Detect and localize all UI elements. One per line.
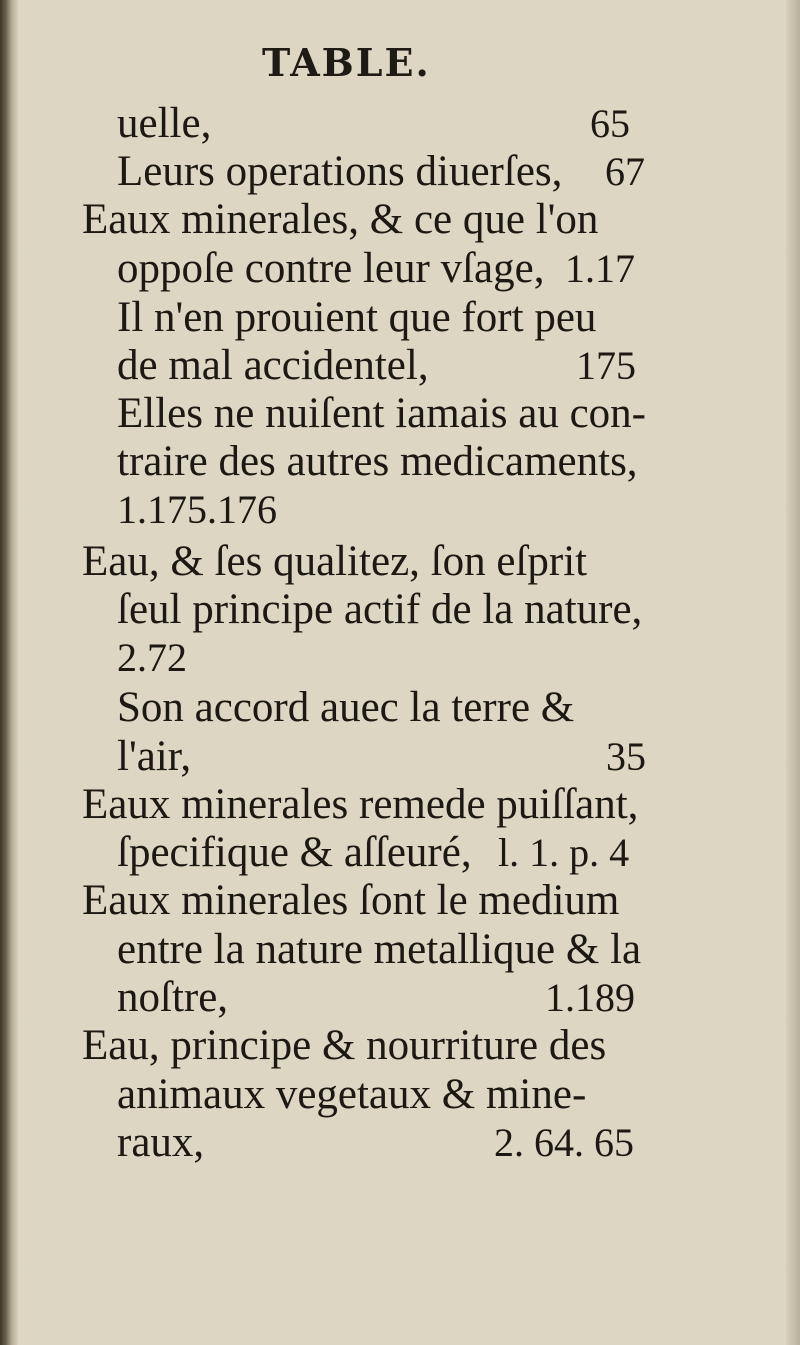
index-line: oppoſe contre leur vſage, [117,245,545,292]
index-line: Eau, & ſes qualitez, ſon eſprit [82,538,588,585]
index-line: de mal accidentel, [117,342,429,389]
page-ref: 67 [605,149,645,194]
page-ref: l. 1. p. 4 [498,830,630,875]
index-line: ſeul principe actif de la nature, [117,586,643,633]
page-ref: 2. 64. 65 [494,1120,634,1165]
page-edge [786,0,800,1345]
index-line: entre la nature metallique & la [117,926,642,973]
index-line: Eaux minerales remede puiſſant, [82,781,639,828]
page-ref: 1.17 [565,246,635,291]
index-line: noſtre, [117,974,229,1021]
index-line: raux, [117,1119,205,1166]
index-line: animaux vegetaux & mine- [117,1071,587,1118]
page-ref: 1.175.176 [117,487,277,532]
page-ref: 2.72 [117,635,187,680]
page-ref: 35 [606,734,646,779]
index-line: l'air, [117,733,192,780]
index-line: Elles ne nuiſent iamais au con- [117,390,646,437]
index-line: traire des autres medicaments, [117,438,638,485]
index-line: uelle, [117,100,212,147]
page-gutter [0,0,18,1345]
page-ref: 65 [590,101,630,146]
index-line: Leurs operations diuerſes, [117,148,563,195]
page-ref: 175 [576,343,636,388]
page-header: TABLE. [262,40,431,85]
index-line: Il n'en prouient que fort peu [117,294,597,341]
index-line: Eaux minerales ſont le medium [82,877,620,924]
index-line: Eau, principe & nourriture des [82,1022,607,1069]
index-line: Eaux minerales, & ce que l'on [82,196,599,243]
page-ref: 1.189 [545,975,635,1020]
index-line: Son accord auec la terre & [117,684,575,731]
index-line: ſpecifique & aſſeuré, [117,829,472,876]
